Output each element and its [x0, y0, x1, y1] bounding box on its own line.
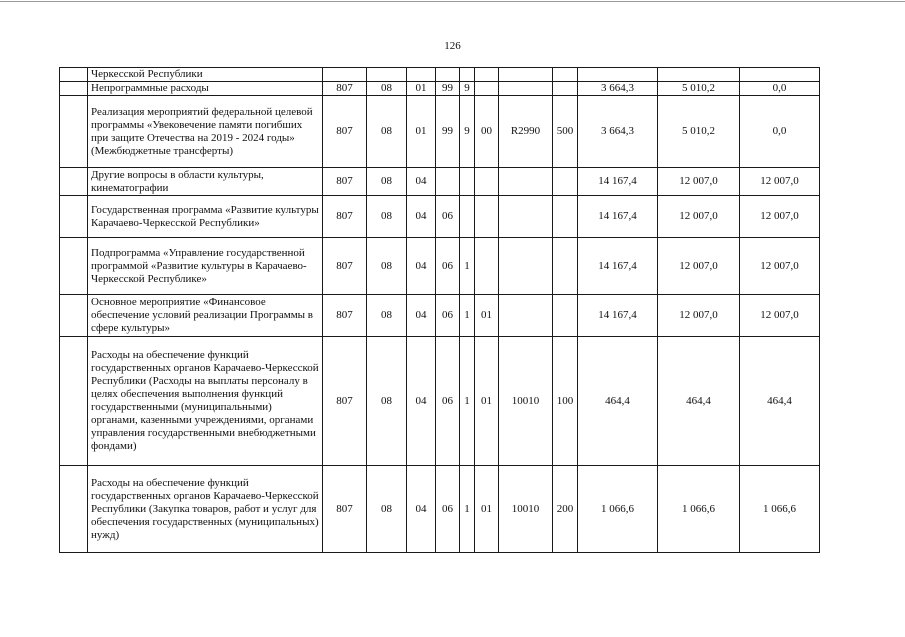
row-blank-cell: [60, 82, 88, 96]
row-event: 00: [475, 96, 499, 168]
row-subprogram: [460, 68, 475, 82]
row-subprogram: 9: [460, 82, 475, 96]
row-amount-1: 14 167,4: [578, 238, 658, 295]
row-direction: R2990: [499, 96, 553, 168]
row-program: 99: [436, 96, 460, 168]
row-amount-1: 464,4: [578, 337, 658, 466]
row-rz: 08: [367, 337, 407, 466]
row-subprogram: 1: [460, 295, 475, 337]
table-row: [60, 337, 820, 466]
row-pr: 04: [407, 196, 436, 238]
table-row: [60, 466, 820, 553]
row-event: 01: [475, 337, 499, 466]
table-row: [60, 168, 820, 196]
row-vr: [553, 82, 578, 96]
row-amount-2: 12 007,0: [658, 168, 740, 196]
row-gr: 807: [323, 295, 367, 337]
row-blank-cell: [60, 96, 88, 168]
row-rz: 08: [367, 96, 407, 168]
row-blank-cell: [60, 238, 88, 295]
row-gr: 807: [323, 82, 367, 96]
row-event: [475, 196, 499, 238]
row-rz: 08: [367, 196, 407, 238]
row-direction: [499, 295, 553, 337]
row-blank-cell: [60, 466, 88, 553]
row-vr: [553, 168, 578, 196]
row-amount-1: [578, 68, 658, 82]
row-name: Основное мероприятие «Финансовое обеспечение условий реализации Программы в сфере культуры»: [88, 295, 323, 337]
row-program: 06: [436, 295, 460, 337]
row-name: Подпрограмма «Управление государственной программой «Развитие культуры в Карачаево-Черкесской Республике»: [88, 238, 323, 295]
row-amount-3: 12 007,0: [740, 238, 820, 295]
row-pr: [407, 68, 436, 82]
row-amount-1: 14 167,4: [578, 295, 658, 337]
row-subprogram: 1: [460, 238, 475, 295]
row-amount-1: 3 664,3: [578, 82, 658, 96]
row-gr: 807: [323, 196, 367, 238]
row-event: [475, 68, 499, 82]
row-vr: 200: [553, 466, 578, 553]
row-amount-1: 14 167,4: [578, 168, 658, 196]
row-amount-2: 5 010,2: [658, 82, 740, 96]
table-body: [60, 68, 820, 553]
row-amount-2: [658, 68, 740, 82]
row-event: [475, 238, 499, 295]
row-gr: 807: [323, 238, 367, 295]
table-row: [60, 96, 820, 168]
table-row: [60, 68, 820, 82]
row-amount-2: 1 066,6: [658, 466, 740, 553]
row-gr: 807: [323, 168, 367, 196]
row-name: Другие вопросы в области культуры, кинематографии: [88, 168, 323, 196]
page-top-edge: [0, 1, 905, 2]
row-rz: [367, 68, 407, 82]
table-row: [60, 196, 820, 238]
table-row: [60, 295, 820, 337]
row-name: Непрограммные расходы: [88, 82, 323, 96]
row-program: 99: [436, 82, 460, 96]
row-amount-2: 12 007,0: [658, 238, 740, 295]
row-program: [436, 168, 460, 196]
row-direction: [499, 68, 553, 82]
row-gr: 807: [323, 96, 367, 168]
row-amount-1: 1 066,6: [578, 466, 658, 553]
row-subprogram: 1: [460, 466, 475, 553]
row-subprogram: 1: [460, 337, 475, 466]
row-event: 01: [475, 466, 499, 553]
row-name: Расходы на обеспечение функций государственных органов Карачаево-Черкесской Республики (Расходы на выплаты персоналу в целях обеспечения выполнения функций государственными (муниципальными) органами, казенными учреждениями, органами управления государственными внебюджетными фондами): [88, 337, 323, 466]
row-pr: 04: [407, 238, 436, 295]
row-vr: 100: [553, 337, 578, 466]
row-amount-2: 5 010,2: [658, 96, 740, 168]
row-amount-3: 1 066,6: [740, 466, 820, 553]
row-amount-2: 12 007,0: [658, 295, 740, 337]
row-name: Черкесской Республики: [88, 68, 323, 82]
row-vr: [553, 238, 578, 295]
row-blank-cell: [60, 68, 88, 82]
row-rz: 08: [367, 295, 407, 337]
row-amount-3: 0,0: [740, 96, 820, 168]
row-amount-3: 12 007,0: [740, 295, 820, 337]
row-gr: 807: [323, 337, 367, 466]
row-direction: [499, 168, 553, 196]
row-amount-1: 3 664,3: [578, 96, 658, 168]
row-pr: 04: [407, 337, 436, 466]
row-amount-1: 14 167,4: [578, 196, 658, 238]
row-subprogram: 9: [460, 96, 475, 168]
row-gr: 807: [323, 466, 367, 553]
row-blank-cell: [60, 196, 88, 238]
row-amount-3: 12 007,0: [740, 168, 820, 196]
row-pr: 01: [407, 82, 436, 96]
row-pr: 04: [407, 295, 436, 337]
row-direction: 10010: [499, 466, 553, 553]
row-rz: 08: [367, 238, 407, 295]
row-direction: 10010: [499, 337, 553, 466]
row-program: 06: [436, 337, 460, 466]
row-event: 01: [475, 295, 499, 337]
row-event: [475, 168, 499, 196]
row-vr: [553, 196, 578, 238]
row-vr: 500: [553, 96, 578, 168]
row-rz: 08: [367, 168, 407, 196]
table-row: [60, 238, 820, 295]
row-amount-3: 464,4: [740, 337, 820, 466]
row-event: [475, 82, 499, 96]
row-direction: [499, 196, 553, 238]
row-amount-3: [740, 68, 820, 82]
row-vr: [553, 295, 578, 337]
budget-table: [59, 67, 820, 553]
row-name: Реализация мероприятий федеральной целевой программы «Увековечение памяти погибших при защите Отечества на 2019 - 2024 годы» (Межбюджетные трансферты): [88, 96, 323, 168]
row-direction: [499, 82, 553, 96]
row-blank-cell: [60, 168, 88, 196]
row-program: 06: [436, 238, 460, 295]
row-rz: 08: [367, 82, 407, 96]
row-pr: 04: [407, 466, 436, 553]
row-blank-cell: [60, 295, 88, 337]
row-blank-cell: [60, 337, 88, 466]
row-program: [436, 68, 460, 82]
row-amount-2: 12 007,0: [658, 196, 740, 238]
row-amount-3: 0,0: [740, 82, 820, 96]
row-name: Расходы на обеспечение функций государственных органов Карачаево-Черкесской Республики (Закупка товаров, работ и услуг для обеспечения государственных (муниципальных) нужд): [88, 466, 323, 553]
row-direction: [499, 238, 553, 295]
row-pr: 01: [407, 96, 436, 168]
row-subprogram: [460, 196, 475, 238]
row-amount-2: 464,4: [658, 337, 740, 466]
row-name: Государственная программа «Развитие культуры Карачаево-Черкесской Республики»: [88, 196, 323, 238]
row-gr: [323, 68, 367, 82]
table-row: [60, 82, 820, 96]
row-vr: [553, 68, 578, 82]
row-subprogram: [460, 168, 475, 196]
row-program: 06: [436, 196, 460, 238]
row-program: 06: [436, 466, 460, 553]
row-rz: 08: [367, 466, 407, 553]
row-pr: 04: [407, 168, 436, 196]
row-amount-3: 12 007,0: [740, 196, 820, 238]
page-number: 126: [444, 40, 461, 52]
